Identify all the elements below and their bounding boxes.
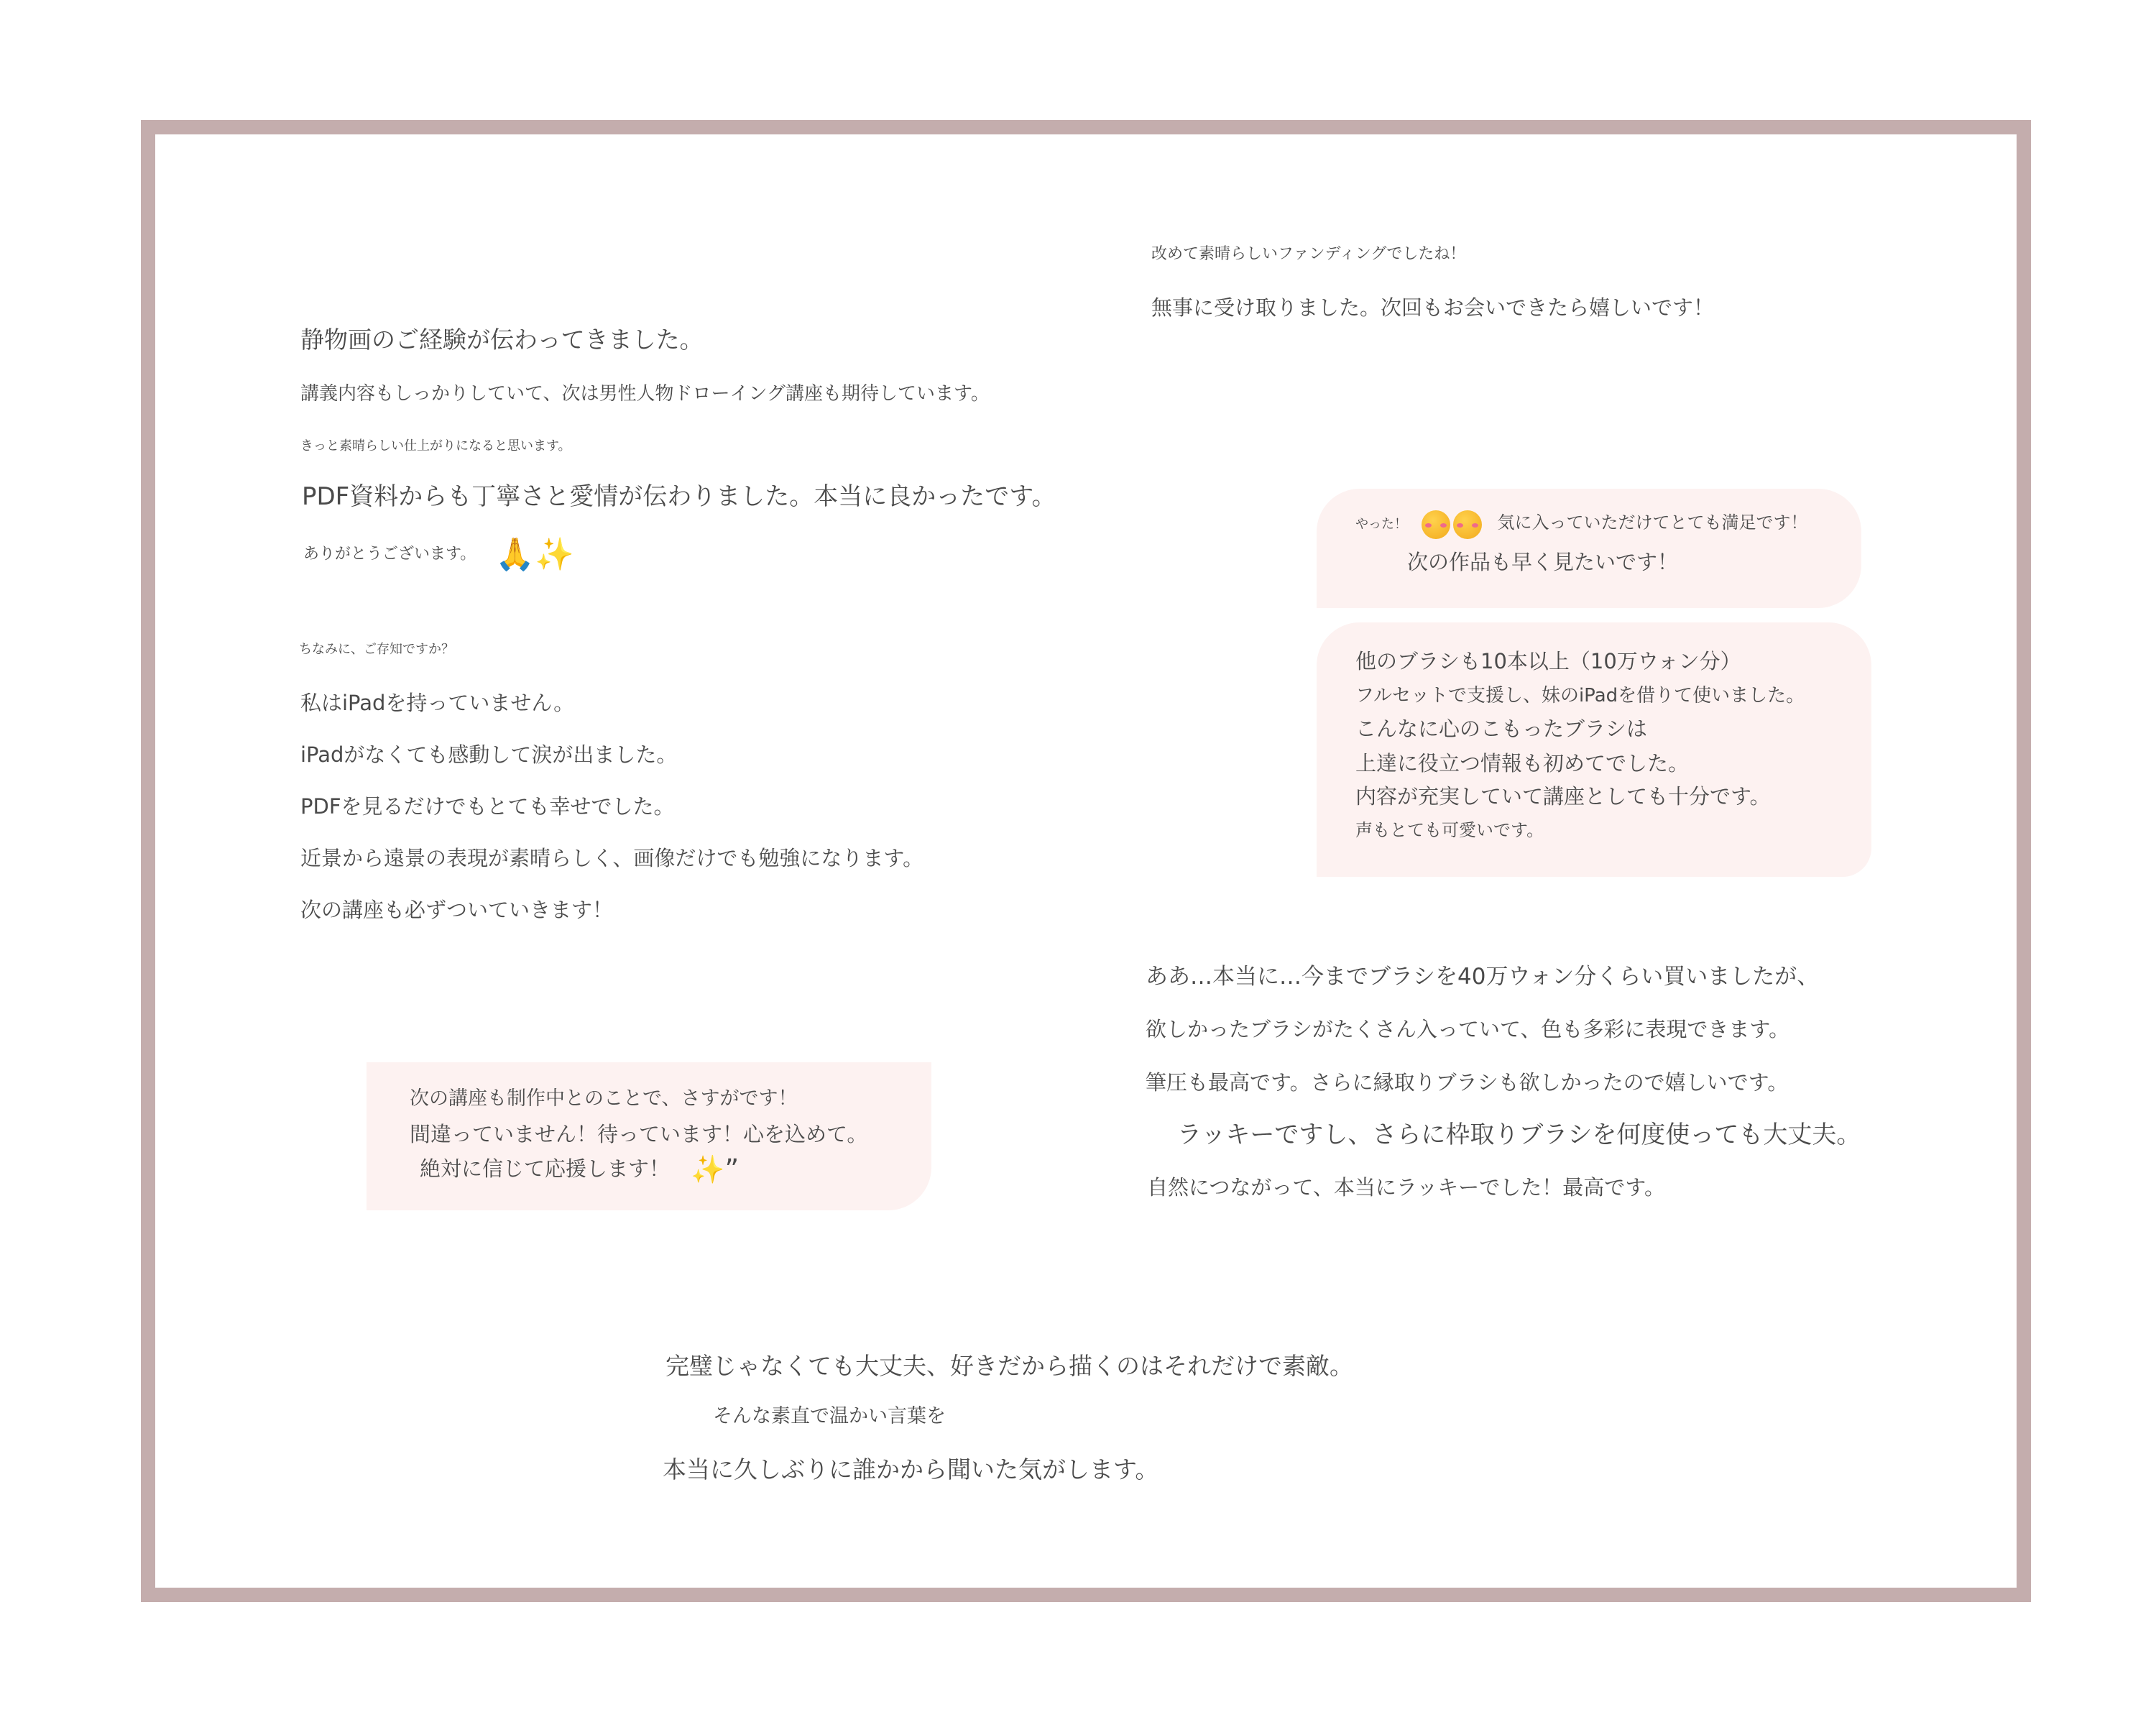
bubble-text: 間違っていません！待っています！心を込めて。	[410, 1122, 868, 1146]
review-text: 講義内容もしっかりしていて、次は男性人物ドローイング講座も期待しています。	[300, 383, 990, 405]
review-text: PDF資料からも丁寧さと愛情が伝わりました。本当に良かったです。	[302, 482, 1056, 511]
review-text: iPadがなくても感動して涙が出ました。	[300, 742, 678, 767]
review-text: ああ…本当に…今までブラシを40万ウォン分くらい買いましたが、	[1146, 964, 1820, 990]
review-text: ちなみに、ご存知ですか？	[299, 642, 454, 657]
review-text: ラッキーですし、さらに枠取りブラシを何度使っても大丈夫。	[1177, 1120, 1861, 1149]
review-text: 改めて素晴らしいファンディングでしたね！	[1151, 245, 1466, 263]
review-text: 本当に久しぶりに誰かから聞いた気がします。	[663, 1455, 1159, 1483]
review-text: PDFを見るだけでもとても幸せでした。	[300, 794, 675, 819]
bubble-text: 次の講座も制作中とのことで、さすがです！	[410, 1087, 798, 1110]
face-hearts-icon	[1422, 510, 1450, 539]
bubble-text	[1355, 510, 1807, 539]
bubble-text: 声もとても可愛いです。	[1355, 820, 1544, 840]
bubble-text	[420, 1153, 739, 1187]
bubble-text: こんなに心のこもったブラシは	[1355, 717, 1648, 741]
review-text: 完璧じゃなくても大丈夫、好きだから描くのはそれだけで素敵。	[665, 1352, 1353, 1380]
review-text: 自然につながって、本当にラッキーでした！最高です。	[1147, 1175, 1665, 1200]
review-text: そんな素直で温かい言葉を	[713, 1405, 946, 1427]
review-text: きっと素晴らしい仕上がりになると思います。	[300, 438, 571, 454]
bubble-text-label: 絶対に信じて応援します！	[420, 1156, 671, 1181]
review-text: 筆圧も最高です。さらに縁取りブラシも欲しかったので嬉しいです。	[1146, 1070, 1789, 1095]
face-hearts-icon	[1422, 517, 1489, 532]
bubble-text: 他のブラシも10本以上（10万ウォン分）	[1355, 649, 1741, 673]
review-text: 近景から遠景の表現が素晴らしく、画像だけでも勉強になります。	[300, 846, 924, 870]
review-text	[303, 535, 574, 574]
review-text: 静物画のご経験が伝わってきました。	[300, 326, 704, 354]
bubble-text: フルセットで支援し、妹のiPadを借りて使いました。	[1355, 685, 1805, 707]
sparkle-icon: ✨”	[691, 1154, 740, 1185]
review-text: 次の講座も必ずついていきます！	[300, 898, 614, 922]
bubble-text: 次の作品も早く見たいです！	[1407, 550, 1679, 574]
bubble-text: 上達に役立つ情報も初めてでした。	[1355, 751, 1690, 776]
review-text-label: ありがとうございます。	[303, 545, 476, 563]
comment-bubble	[1317, 489, 1861, 608]
bubble-prefix: やった！	[1355, 517, 1407, 532]
bubble-text: 内容が充実していて講座としても十分です。	[1355, 784, 1771, 809]
review-text: 欲しかったブラシがたくさん入っていて、色も多彩に表現できます。	[1146, 1017, 1790, 1041]
bubble-text-label: 気に入っていただけてとても満足です！	[1497, 512, 1808, 533]
review-text: 無事に受け取りました。次回もお会いできたら嬉しいです！	[1151, 295, 1715, 320]
review-text: 私はiPadを持っていません。	[300, 691, 575, 715]
pray-sparkle-icon: 🙏✨	[495, 536, 574, 573]
face-hearts-icon	[1453, 510, 1482, 539]
